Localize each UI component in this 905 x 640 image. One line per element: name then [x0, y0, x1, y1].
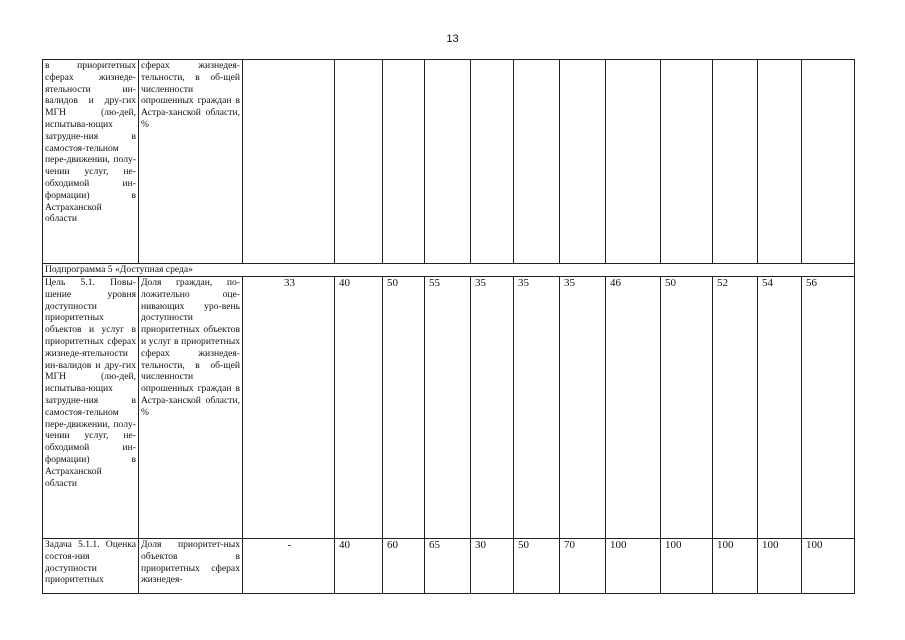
- value-cell: 46: [606, 277, 661, 539]
- goal-cell: Цель 5.1. Повы-шение уровня доступности приоритетных объектов и услуг в приоритетных сферах жизнеде-ятельности ин-валидов и дру-гих МГН (лю-дей, испытыва-ющих затрудне-ния в самостоя-тельном пере-движении, полу-чении услуг, не-обходимой ин-формации) в Астраханской области: [43, 277, 139, 539]
- value-cell: [383, 60, 425, 264]
- value-cell: -: [243, 539, 335, 594]
- value-cell: [335, 60, 383, 264]
- value-cell: [243, 60, 335, 264]
- value-cell: 100: [713, 539, 758, 594]
- value-cell: [802, 60, 855, 264]
- table-row: [43, 60, 855, 264]
- value-cell: [758, 60, 802, 264]
- value-cell: 54: [758, 277, 802, 539]
- goal-cell: в приоритетных сферах жизнеде-ятельности ин-валидов и дру-гих МГН (лю-дей, испытыва-ющих затрудне-ния в самостоя-тельном пере-движении, полу-чении услуг, не-обходимой ин-формации) в Астраханской области: [43, 60, 139, 264]
- value-cell: 70: [560, 539, 606, 594]
- subprogram-row: [43, 264, 855, 277]
- value-cell: 50: [661, 277, 713, 539]
- value-cell: 40: [335, 539, 383, 594]
- value-cell: 56: [802, 277, 855, 539]
- value-cell: 100: [606, 539, 661, 594]
- value-cell: [425, 60, 471, 264]
- task-row: [43, 539, 855, 594]
- value-cell: 50: [514, 539, 560, 594]
- indicator-cell: Доля граждан, по-ложительно оце-нивающих уро-вень доступности приоритетных объектов и услуг в приоритетных сферах жизнедея-тельности, в об-щей численности опрошенных граждан в Астра-ханской области, %: [139, 277, 243, 539]
- value-cell: 100: [802, 539, 855, 594]
- value-cell: 35: [471, 277, 514, 539]
- value-cell: 40: [335, 277, 383, 539]
- value-cell: 33: [243, 277, 335, 539]
- indicators-table: [42, 59, 855, 594]
- value-cell: 100: [661, 539, 713, 594]
- value-cell: [713, 60, 758, 264]
- value-cell: [514, 60, 560, 264]
- goal-row: [43, 277, 855, 539]
- value-cell: 52: [713, 277, 758, 539]
- indicator-cell: сферах жизнедея-тельности, в об-щей численности опрошенных граждан в Астра-ханской области, %: [139, 60, 243, 264]
- value-cell: 100: [758, 539, 802, 594]
- value-cell: 35: [560, 277, 606, 539]
- value-cell: [661, 60, 713, 264]
- value-cell: [471, 60, 514, 264]
- value-cell: 50: [383, 277, 425, 539]
- subprogram-title: Подпрограмма 5 «Доступная среда»: [43, 264, 855, 277]
- goal-cell: Задача 5.1.1. Оценка состоя-ния доступности приоритетных: [43, 539, 139, 594]
- page-number: 13: [446, 33, 459, 45]
- value-cell: 35: [514, 277, 560, 539]
- value-cell: 55: [425, 277, 471, 539]
- indicator-cell: Доля приоритет-ных объектов в приоритетных сферах жизнедея-: [139, 539, 243, 594]
- value-cell: 65: [425, 539, 471, 594]
- value-cell: 60: [383, 539, 425, 594]
- value-cell: [606, 60, 661, 264]
- value-cell: 30: [471, 539, 514, 594]
- value-cell: [560, 60, 606, 264]
